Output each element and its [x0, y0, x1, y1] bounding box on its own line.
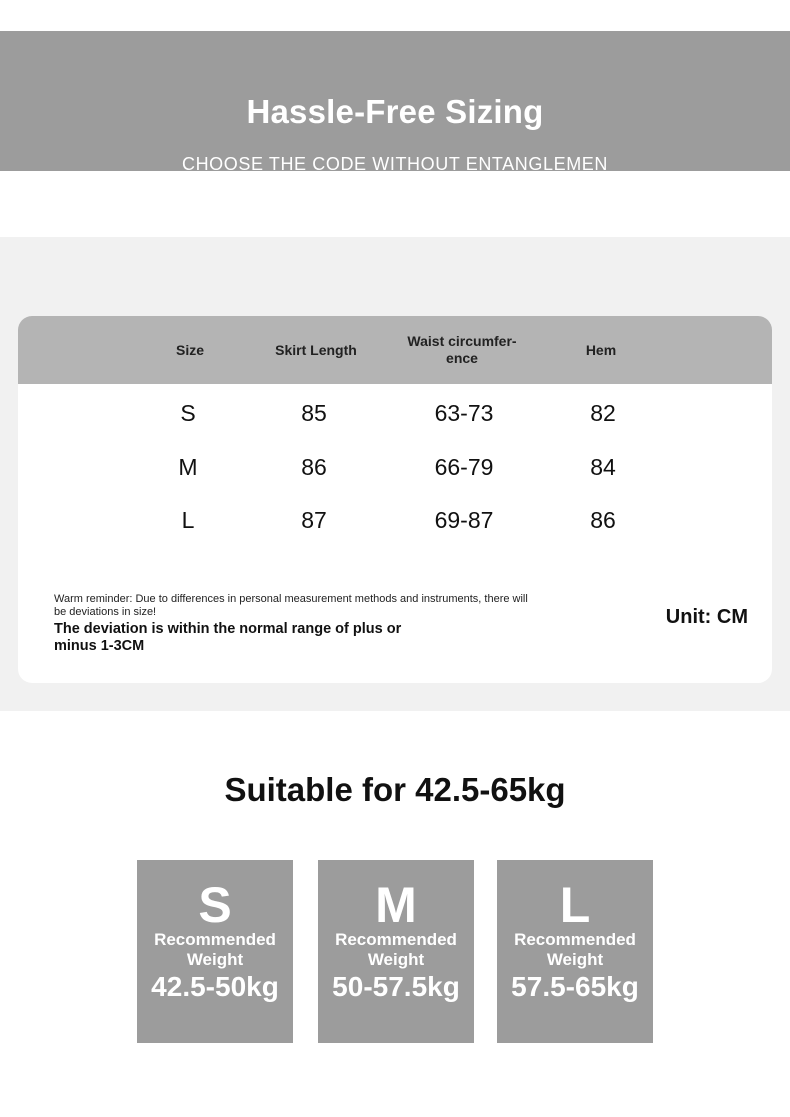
size-table-card: [18, 316, 772, 683]
table-header: [18, 316, 772, 384]
recommended-weight-label: [497, 930, 653, 970]
label-line1: Recommended: [514, 930, 636, 949]
cell-size: L: [181, 506, 195, 533]
size-letter: S: [198, 877, 232, 933]
cell-waist: 66-79: [434, 453, 494, 480]
header-hem: Hem: [585, 341, 617, 358]
recommended-weight-label: [318, 930, 474, 970]
banner-title: Hassle-Free Sizing: [246, 93, 544, 130]
banner-subtitle: CHOOSE THE CODE WITHOUT ENTANGLEMEN: [181, 154, 609, 174]
header-skirt-length: Skirt Length: [275, 341, 357, 358]
header-waist: [396, 316, 528, 384]
unit-label: Unit: CM: [665, 606, 748, 628]
cell-size: S: [180, 399, 196, 426]
suitable-weight-heading: Suitable for 42.5-65kg: [224, 771, 566, 808]
label-line2: Weight: [546, 950, 604, 969]
weight-range: 42.5-50kg: [151, 971, 279, 1002]
warm-reminder-text: Warm reminder: Due to differences in personal measurement methods and instruments, there will be deviations in size!: [54, 593, 528, 618]
size-box-l: [497, 860, 653, 1043]
header-size: Size: [175, 341, 204, 358]
table-row: [18, 447, 772, 487]
size-letter: L: [559, 877, 591, 933]
cell-skirt-length: 86: [301, 453, 327, 480]
header-banner: [0, 31, 790, 174]
table-row: [18, 393, 772, 433]
cell-waist: 63-73: [434, 399, 494, 426]
header-waist-line1: Waist circumfer-: [407, 333, 517, 349]
weight-range: 57.5-65kg: [511, 971, 639, 1002]
recommended-weight-label: [137, 930, 293, 970]
header-waist-line2: ence: [446, 350, 478, 366]
cell-skirt-length: 85: [301, 399, 327, 426]
label-line1: Recommended: [154, 930, 276, 949]
table-row: [18, 500, 772, 540]
label-line2: Weight: [367, 950, 425, 969]
label-line1: Recommended: [335, 930, 457, 949]
cell-hem: 86: [590, 506, 616, 533]
weight-range: 50-57.5kg: [332, 971, 460, 1002]
deviation-note: The deviation is within the normal range of plus or minus 1-3CM: [54, 621, 402, 654]
cell-skirt-length: 87: [301, 506, 327, 533]
size-letter: M: [375, 877, 417, 933]
size-box-s: [137, 860, 293, 1043]
cell-waist: 69-87: [434, 506, 494, 533]
cell-size: M: [178, 453, 198, 480]
cell-hem: 82: [590, 399, 616, 426]
cell-hem: 84: [590, 453, 616, 480]
label-line2: Weight: [186, 950, 244, 969]
size-box-m: [318, 860, 474, 1043]
